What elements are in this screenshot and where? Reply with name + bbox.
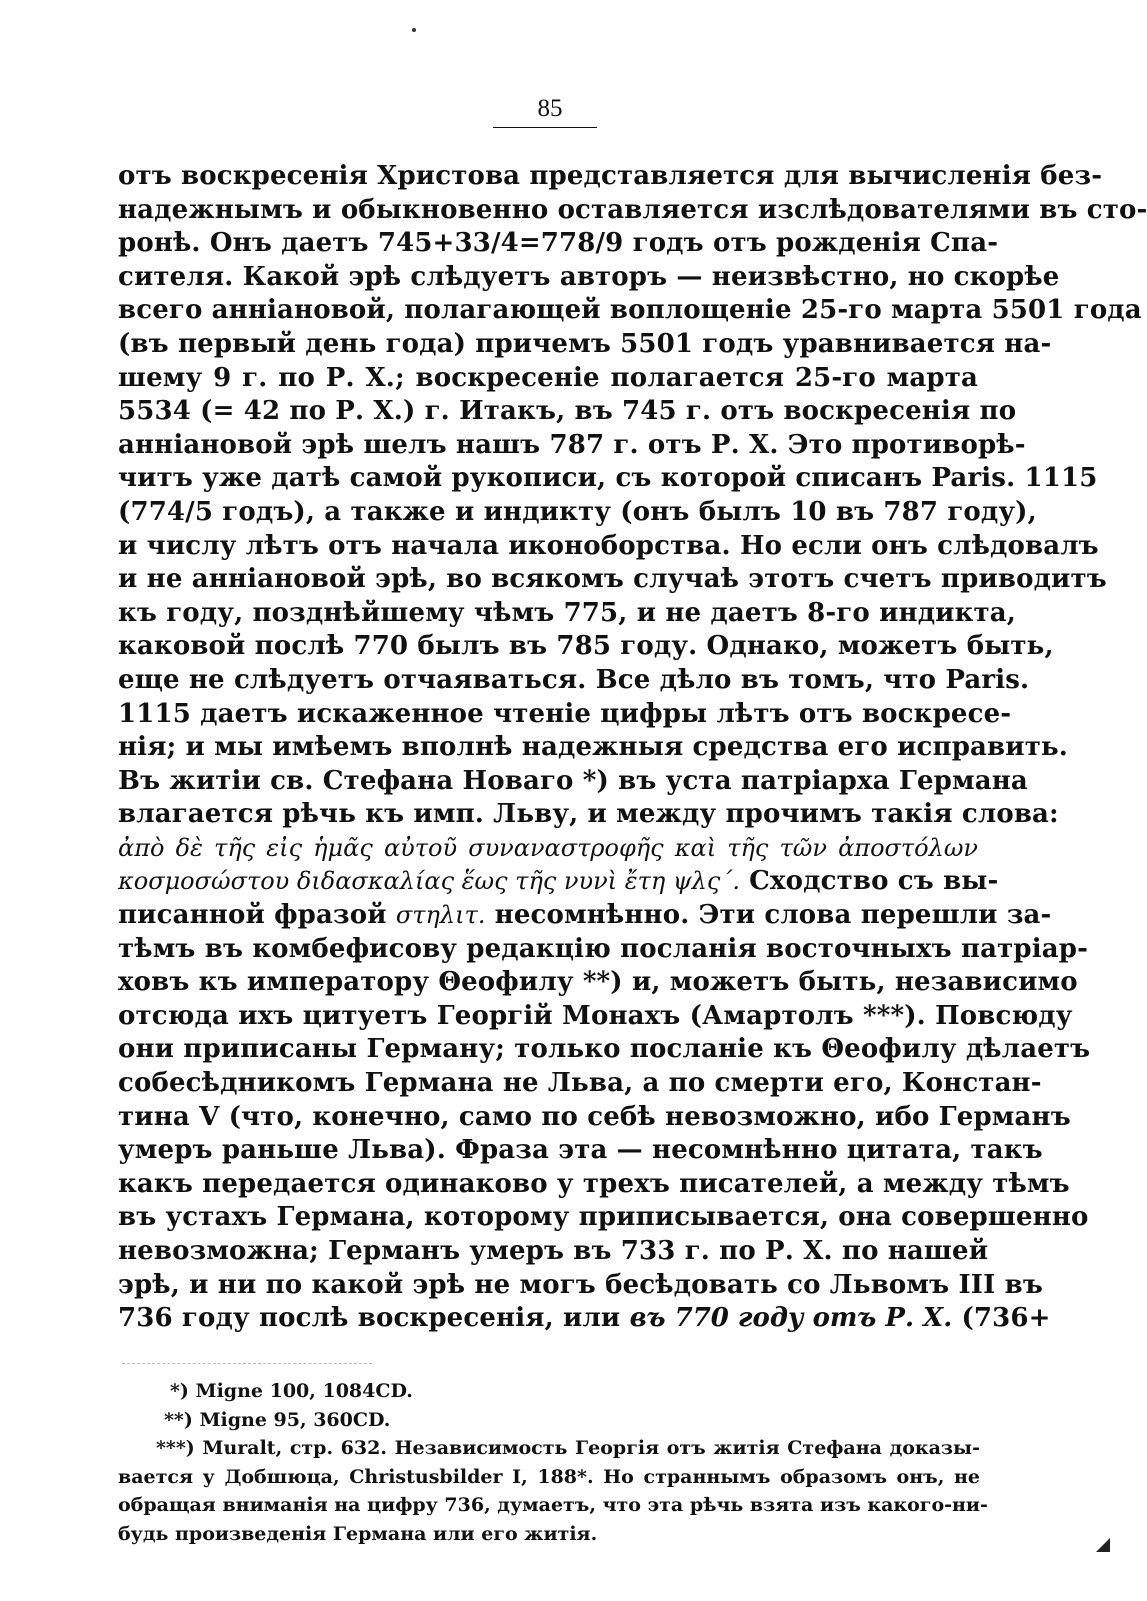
- page-number-rule: [493, 127, 597, 128]
- text-line: умеръ раньше Льва). Фраза эта — несомнѣнно цитата, такъ: [118, 1135, 1043, 1166]
- text-line: 1115 даетъ искаженное чтеніе цифры лѣтъ отъ воскресе-: [118, 698, 1012, 729]
- body-text: [118, 160, 1147, 1336]
- italic-date: въ 770 году отъ Р. Х.: [629, 1303, 953, 1334]
- text-line: (въ первый день года) причемъ 5501 годъ уравнивается на-: [118, 328, 1052, 359]
- text-line: (774/5 годъ), а также и индикту (онъ былъ 10 въ 787 году),: [118, 496, 1037, 527]
- text-line: еще не слѣдуетъ отчаяваться. Все дѣло въ томъ, что Paris.: [118, 664, 1030, 695]
- text-line: тѣмъ въ комбефисову редакцію посланія восточныхъ патріар-: [118, 933, 1089, 964]
- text-line: Въ житіи св. Стефана Новаго *) въ уста патріарха Германа: [118, 765, 1028, 796]
- page-number: 85: [537, 95, 563, 122]
- corner-mark: [1096, 1538, 1110, 1552]
- text-fragment: (736+: [952, 1303, 1051, 1334]
- text-fragment: Сходство съ вы-: [739, 866, 999, 897]
- text-line: тина V (что, конечно, само по себѣ невозможно, ибо Германъ: [118, 1101, 1071, 1132]
- text-line: сителя. Какой эрѣ слѣдуетъ авторъ — неизвѣстно, но скорѣе: [118, 261, 1060, 292]
- text-line: 5534 (= 42 по Р. Х.) г. Итакъ, въ 745 г. отъ воскресенія по: [118, 396, 1017, 427]
- footnotes: [118, 1377, 988, 1548]
- footnote-3-line: будь произведенія Германа или его житія.: [118, 1522, 598, 1545]
- footnote-separator: [122, 1363, 372, 1364]
- text-line: и числу лѣтъ отъ начала иконоборства. Но если онъ слѣдовалъ: [118, 530, 1099, 561]
- text-line: влагается рѣчь къ имп. Льву, и между прочимъ такія слова:: [118, 799, 1059, 830]
- greek-quote: ἀπὸ δὲ τῆς εἰς ἡμᾶς αὐτοῦ συναναστροφῆς καὶ τῆς τῶν ἀποστόλων: [118, 833, 978, 862]
- text-line: отсюда ихъ цитуетъ Георгій Монахъ (Амартолъ ***). Повсюду: [118, 1000, 1073, 1031]
- text-line: отъ воскресенія Христова представляется для вычисленія без-: [118, 161, 1103, 191]
- text-line: [118, 1302, 1051, 1336]
- greek-quote: κοσμοσώστου διδασκαλίας ἕως τῆς νυνὶ ἔτη ψλς΄.: [118, 867, 740, 896]
- text-line: анніановой эрѣ шелъ нашъ 787 г. отъ Р. Х. Это противорѣ-: [118, 429, 1026, 460]
- text-line: и не анніановой эрѣ, во всякомъ случаѣ этотъ счетъ приводитъ: [118, 564, 1107, 595]
- text-line: [118, 865, 999, 899]
- greek-quote-line: [118, 832, 978, 866]
- text-line: ронѣ. Онъ даетъ 745+33/4=778/9 годъ отъ рожденія Спа-: [118, 228, 999, 259]
- text-line: въ устахъ Германа, которому приписывается, она совершенно: [118, 1202, 1089, 1233]
- text-fragment: несомнѣнно. Эти слова перешли за-: [485, 900, 1052, 931]
- text-line: всего анніановой, полагающей воплощеніе 25-го марта 5501 года: [118, 295, 1142, 326]
- footnote-3-line: вается у Добшюца, Christusbilder I, 188*. Но страннымъ образомъ онъ, не: [118, 1465, 980, 1488]
- text-line: какъ передается одинаково у трехъ писателей, а между тѣмъ: [118, 1168, 1070, 1199]
- text-line: ховъ къ императору Θеофилу **) и, можетъ быть, независимо: [118, 967, 1078, 998]
- text-line: шему 9 г. по Р. Х.; воскресеніе полагается 25-го марта: [118, 362, 978, 393]
- text-line: читъ уже датѣ самой рукописи, съ которой списанъ Paris. 1115: [118, 463, 1098, 494]
- text-line: собесѣдникомъ Германа не Льва, а по смерти его, Констан-: [118, 1068, 1042, 1099]
- text-fragment: 736 году послѣ воскресенія, или: [118, 1303, 630, 1334]
- text-line: нія; и мы имѣемъ вполнѣ надежныя средства его исправить.: [118, 732, 1068, 763]
- scan-speck: [412, 28, 416, 32]
- greek-word: στηλιτ.: [395, 901, 486, 930]
- text-fragment: писанной фразой: [118, 900, 396, 931]
- text-line: эрѣ, и ни по какой эрѣ не могъ бесѣдовать со Львомъ III въ: [118, 1269, 1043, 1300]
- text-line: надежнымъ и обыкновенно оставляется изслѣдователями въ сто-: [118, 194, 1147, 225]
- text-line: къ году, позднѣйшему чѣмъ 775, и не даетъ 8-го индикта,: [118, 597, 1017, 628]
- text-line: они приписаны Герману; только посланіе къ Θеофилу дѣлаетъ: [118, 1034, 1091, 1065]
- footnote-3-line: ***) Muralt, стр. 632. Независимость Георгія отъ житія Стефана доказы-: [156, 1437, 980, 1459]
- footnote-1: *) Migne 100, 1084CD.: [170, 1380, 413, 1402]
- text-line: [118, 899, 1052, 933]
- footnote-3-line: обращая вниманія на цифру 736, думаетъ, что эта рѣчь взята изъ какого-ни-: [118, 1494, 988, 1516]
- text-line: невозможна; Германъ умеръ въ 733 г. по Р. Х. по нашей: [118, 1236, 989, 1266]
- footnote-2: **) Migne 95, 360CD.: [164, 1408, 391, 1431]
- text-line: каковой послѣ 770 былъ въ 785 году. Однако, можетъ быть,: [118, 631, 1054, 662]
